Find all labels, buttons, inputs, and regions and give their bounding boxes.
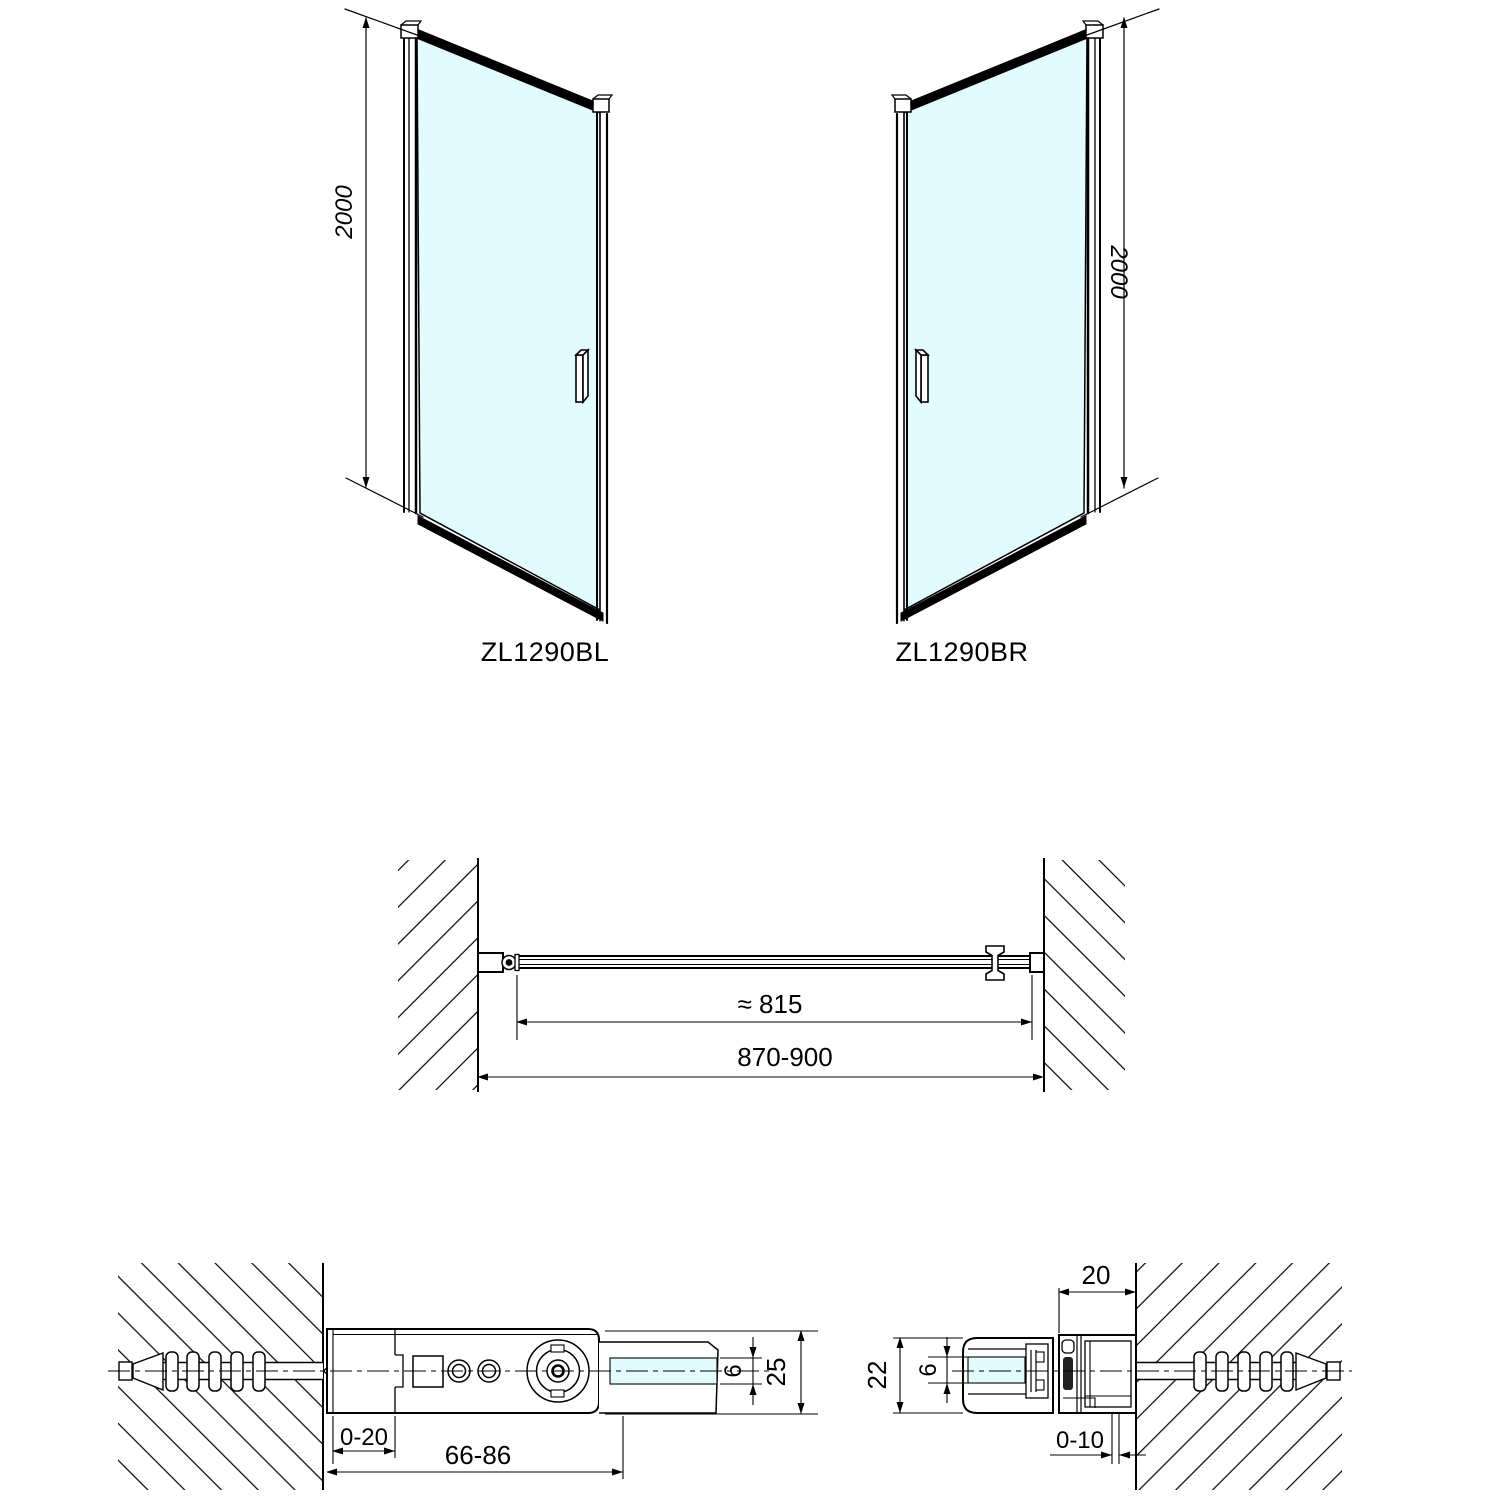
door-leaf-profile bbox=[963, 1338, 1053, 1413]
dim-profile-width-text: 20 bbox=[1081, 1260, 1111, 1290]
glass-panel bbox=[904, 36, 1087, 610]
dim-opening-width-text: 870-900 bbox=[737, 1042, 833, 1072]
hinge-detail bbox=[108, 1263, 818, 1490]
dim-glass-thickness-text: 6 bbox=[720, 1364, 747, 1378]
wall-bracket-plan bbox=[1030, 953, 1044, 972]
door-handle bbox=[576, 350, 588, 402]
dim-profile-height-text: 22 bbox=[862, 1360, 892, 1390]
dim-profile-height-text: 25 bbox=[761, 1357, 791, 1387]
front-view-left-door bbox=[331, 9, 612, 667]
glass-panel bbox=[417, 36, 600, 610]
door-handle bbox=[916, 350, 928, 402]
glass-section bbox=[968, 1357, 1025, 1383]
dim-height-right-text: 2000 bbox=[1105, 245, 1132, 299]
hinge-bracket-plan bbox=[478, 953, 519, 972]
seal-gasket bbox=[1063, 1357, 1073, 1390]
wall-hatch-right bbox=[1045, 860, 1125, 1090]
model-label-left: ZL1290BL bbox=[480, 637, 610, 667]
dim-height-left-text: 2000 bbox=[331, 185, 358, 239]
model-label-right: ZL1290BR bbox=[895, 637, 1029, 667]
wall-hatch-left bbox=[398, 860, 477, 1090]
dim-profile-range-text: 66-86 bbox=[444, 1440, 512, 1470]
dim-profile-width bbox=[1059, 1288, 1136, 1333]
dim-glass-width-text: ≈ 815 bbox=[737, 989, 803, 1019]
wall-profile-detail bbox=[862, 1260, 1352, 1490]
front-view-right-door bbox=[892, 9, 1159, 667]
dim-glass-thickness-text: 6 bbox=[915, 1363, 942, 1377]
dim-wall-adjustment-text: 0-20 bbox=[339, 1424, 389, 1451]
dim-height-left bbox=[345, 9, 423, 517]
wall-mount-profile bbox=[1059, 1335, 1136, 1413]
dim-wall-gap-text: 0-10 bbox=[1055, 1427, 1105, 1454]
door-leaf-plan bbox=[519, 956, 1029, 968]
handle-plan bbox=[986, 946, 1004, 980]
plan-view bbox=[398, 858, 1125, 1092]
